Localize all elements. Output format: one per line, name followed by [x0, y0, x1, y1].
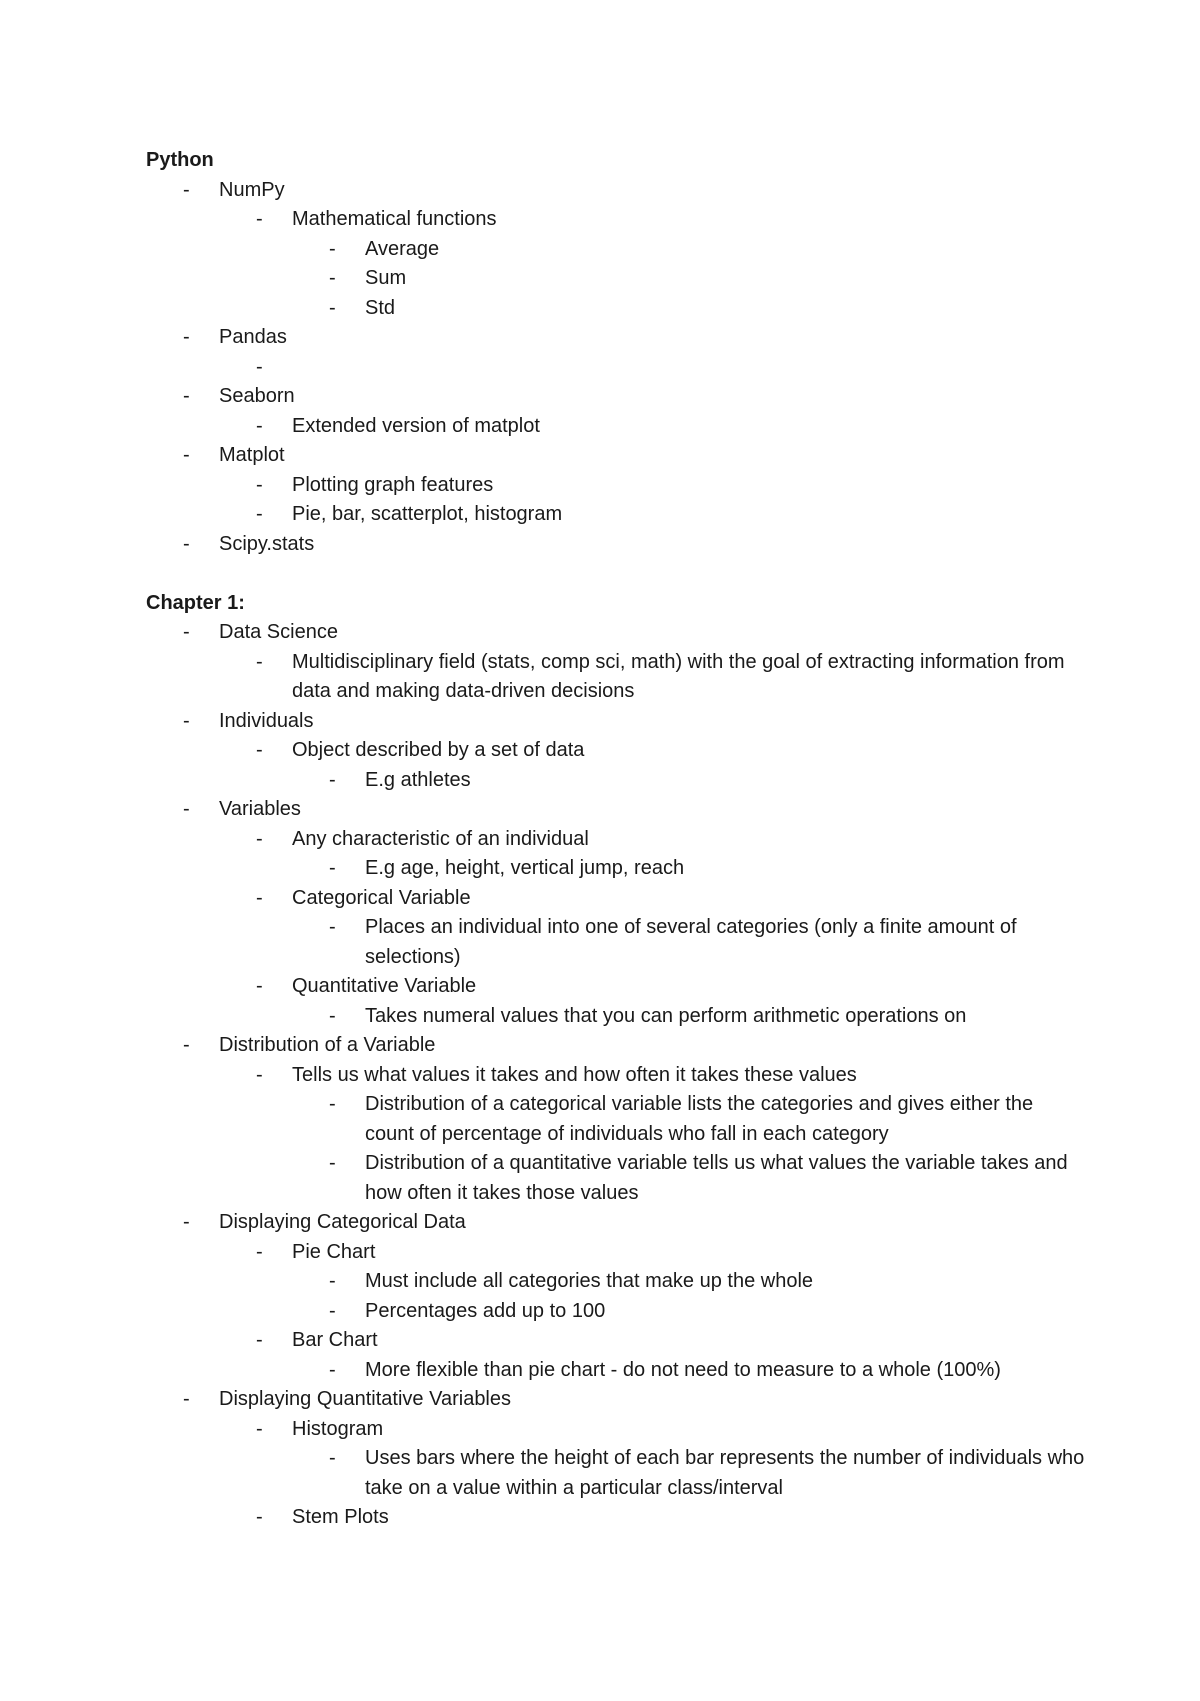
- bullet-dash-icon: -: [329, 1152, 336, 1174]
- bullet-dash-icon: -: [256, 975, 263, 997]
- bullet-dash-icon: -: [329, 237, 336, 260]
- outline-item: - Average: [146, 235, 1086, 265]
- outline-item: - Quantitative Variable: [146, 972, 1086, 1002]
- outline-item: - Stem Plots: [146, 1503, 1086, 1533]
- bullet-dash-icon: -: [183, 709, 190, 732]
- outline-item: - E.g age, height, vertical jump, reach: [146, 854, 1086, 884]
- bullet-dash-icon: -: [329, 267, 336, 289]
- outline-item: - Histogram: [146, 1415, 1086, 1445]
- section-title-chapter-1: Chapter 1:: [146, 591, 245, 614]
- outline-item: - Percentages add up to 100: [146, 1297, 1086, 1327]
- outline-item: - Plotting graph features: [146, 471, 1086, 501]
- bullet-dash-icon: -: [256, 1240, 263, 1263]
- bullet-dash-icon: -: [329, 768, 336, 791]
- chapter-1-outline: [146, 618, 1086, 1533]
- bullet-dash-icon: -: [329, 1447, 336, 1469]
- bullet-dash-icon: -: [183, 178, 190, 201]
- bullet-dash-icon: -: [183, 1388, 190, 1410]
- bullet-dash-icon: -: [329, 916, 336, 938]
- outline-item: - NumPy: [146, 176, 1086, 206]
- bullet-dash-icon: -: [183, 385, 190, 407]
- bullet-dash-icon: -: [183, 621, 190, 643]
- outline-item: - Distribution of a Variable: [146, 1031, 1086, 1061]
- python-outline: [146, 176, 1086, 560]
- bullet-dash-icon: -: [183, 444, 190, 466]
- outline-item: - Displaying Quantitative Variables: [146, 1385, 1086, 1415]
- outline-item: - Pie, bar, scatterplot, histogram: [146, 500, 1086, 530]
- document-body: [146, 146, 1086, 1533]
- outline-item: - Seaborn: [146, 382, 1086, 412]
- outline-item: - Mathematical functions: [146, 205, 1086, 235]
- outline-item: - Bar Chart: [146, 1326, 1086, 1356]
- bullet-dash-icon: -: [329, 296, 336, 319]
- bullet-dash-icon: -: [329, 1358, 336, 1381]
- bullet-dash-icon: -: [256, 827, 263, 850]
- bullet-dash-icon: -: [256, 1417, 263, 1440]
- outline-item: - Matplot: [146, 441, 1086, 471]
- bullet-dash-icon: -: [183, 1211, 190, 1233]
- bullet-dash-icon: -: [329, 1004, 336, 1027]
- outline-item: - Std: [146, 294, 1086, 324]
- bullet-dash-icon: -: [256, 355, 263, 378]
- bullet-dash-icon: -: [329, 1270, 336, 1292]
- outline-item: - E.g athletes: [146, 766, 1086, 796]
- bullet-dash-icon: -: [183, 326, 190, 348]
- section-spacer: [146, 559, 1086, 589]
- outline-item: - Displaying Categorical Data: [146, 1208, 1086, 1238]
- bullet-dash-icon: -: [256, 208, 263, 230]
- outline-item: - Distribution of a categorical variable lists the categories and gives either the count of percentage of individuals who fall in each category: [146, 1090, 1086, 1149]
- bullet-dash-icon: -: [256, 1329, 263, 1351]
- outline-item: - Must include all categories that make up the whole: [146, 1267, 1086, 1297]
- bullet-dash-icon: -: [329, 857, 336, 879]
- outline-item: - Extended version of matplot: [146, 412, 1086, 442]
- outline-item: - Pie Chart: [146, 1238, 1086, 1268]
- bullet-dash-icon: -: [183, 1034, 190, 1056]
- bullet-dash-icon: -: [256, 739, 263, 761]
- outline-item: - Object described by a set of data: [146, 736, 1086, 766]
- outline-item: - Data Science: [146, 618, 1086, 648]
- outline-item: - Multidisciplinary field (stats, comp sci, math) with the goal of extracting information from data and making data-driven decisions: [146, 648, 1086, 707]
- outline-item: - Pandas: [146, 323, 1086, 353]
- outline-item: - More flexible than pie chart - do not need to measure to a whole (100%): [146, 1356, 1086, 1386]
- outline-item: - Any characteristic of an individual: [146, 825, 1086, 855]
- bullet-dash-icon: -: [329, 1093, 336, 1115]
- bullet-dash-icon: -: [183, 532, 190, 555]
- bullet-dash-icon: -: [256, 1506, 263, 1528]
- outline-item: - Scipy.stats: [146, 530, 1086, 560]
- bullet-dash-icon: -: [256, 650, 263, 673]
- outline-item: - Variables: [146, 795, 1086, 825]
- bullet-dash-icon: -: [256, 473, 263, 496]
- outline-item: - Sum: [146, 264, 1086, 294]
- bullet-dash-icon: -: [256, 414, 263, 437]
- outline-item: - Distribution of a quantitative variable tells us what values the variable takes and how often it takes those values: [146, 1149, 1086, 1208]
- outline-item: - Individuals: [146, 707, 1086, 737]
- bullet-dash-icon: -: [256, 886, 263, 909]
- outline-item: - Tells us what values it takes and how often it takes these values: [146, 1061, 1086, 1091]
- outline-item: - Uses bars where the height of each bar represents the number of individuals who take on a value within a particular class/interval: [146, 1444, 1086, 1503]
- outline-item: - Categorical Variable: [146, 884, 1086, 914]
- bullet-dash-icon: -: [183, 798, 190, 820]
- outline-item-empty: [146, 353, 1086, 383]
- outline-item: - Places an individual into one of several categories (only a finite amount of selections): [146, 913, 1086, 972]
- outline-item: - Takes numeral values that you can perform arithmetic operations on: [146, 1002, 1086, 1032]
- bullet-dash-icon: -: [256, 1063, 263, 1086]
- bullet-dash-icon: -: [256, 503, 263, 525]
- bullet-dash-icon: -: [329, 1299, 336, 1322]
- section-title-python: Python: [146, 149, 214, 171]
